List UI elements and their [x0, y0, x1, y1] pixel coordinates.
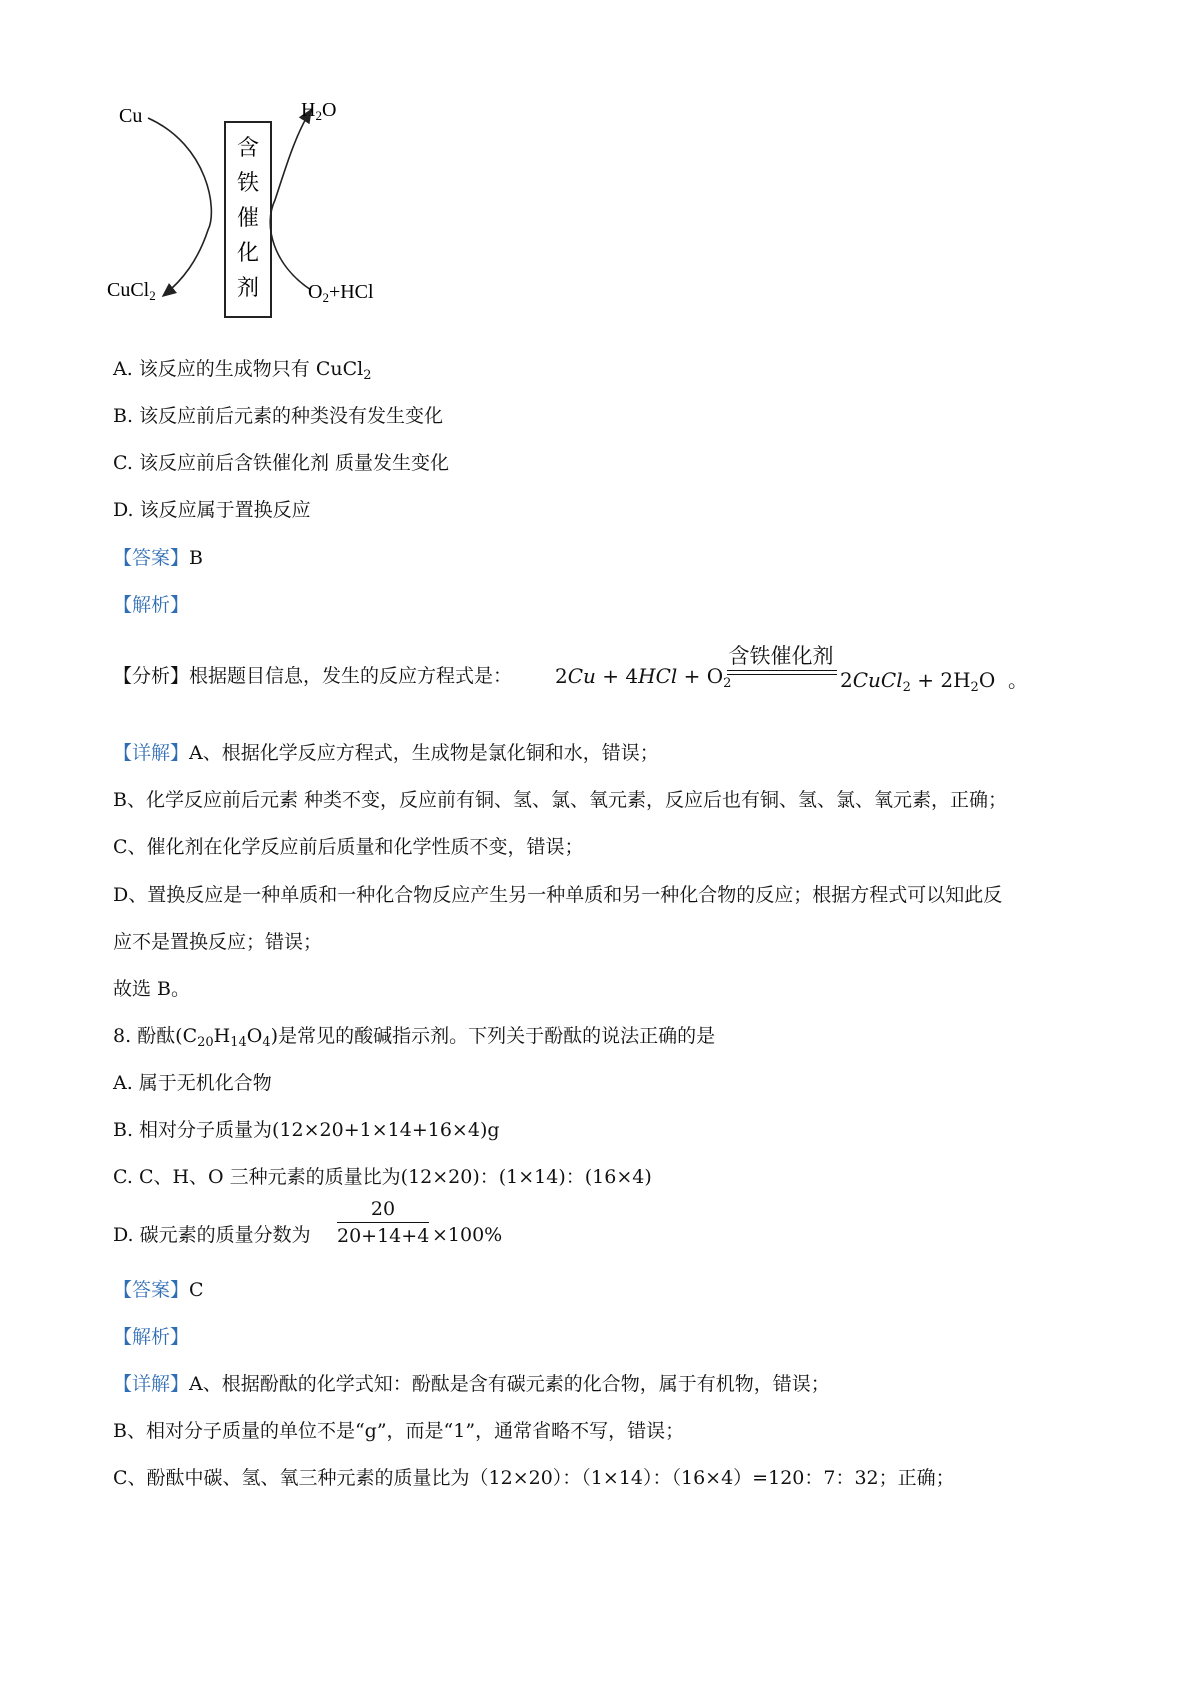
q7-option-d: D. 该反应属于置换反应: [113, 499, 311, 521]
q7-detail-c: C、催化剂在化学反应前后质量和化学性质不变，错误；: [113, 836, 584, 858]
equation-bar-1: [727, 670, 837, 671]
q7-detail-d2: 应不是置换反应；错误；: [113, 931, 323, 953]
catalyst-char-3: 催: [236, 205, 260, 230]
catalyst-char-5: 剂: [236, 275, 260, 300]
label-h2o: $H_2O$: [301, 99, 337, 123]
reaction-diagram: [107, 99, 413, 340]
equation-bar-2: [727, 674, 837, 675]
q7-option-c: C. 该反应前后含铁催化剂 质量发生变化: [113, 452, 449, 474]
q7-analysis-label: 【解析】: [113, 594, 190, 616]
q7-answer: 【答案】B: [113, 547, 203, 569]
q8-detail-b: B、相对分子质量的单位不是“g”，而是“1”，通常省略不写，错误；: [113, 1420, 685, 1442]
q8-option-c: C. C、H、O 三种元素的质量比为(12×20)：(1×14)：(16×4): [113, 1166, 652, 1188]
catalyst-char-2: 铁: [236, 170, 260, 195]
q7-detail-d1: D、置换反应是一种单质和一种化合物反应产生另一种单质和另一种化合物的反应；根据方程式可以知此反: [113, 884, 1003, 906]
equation-catalyst: 含铁催化剂: [728, 644, 834, 668]
label-cu: Cu: [119, 105, 143, 127]
label-o2-hcl: $O_2+HCl$: [308, 281, 374, 305]
q8-fraction: [337, 1197, 429, 1248]
q8-option-b: B. 相对分子质量为(12×20+1×14+16×4)g: [113, 1119, 500, 1141]
q7-fenxi: 【分析】根据题目信息，发生的反应方程式是：: [113, 665, 513, 687]
q8-option-d: D. 碳元素的质量分数为: [113, 1224, 311, 1246]
q8-option-a: A. 属于无机化合物: [113, 1072, 272, 1094]
catalyst-char-1: 含: [236, 135, 260, 160]
q8-fraction-tail: ×100%: [432, 1224, 503, 1246]
q7-detail-b: B、化学反应前后元素 种类不变，反应前有铜、氢、氯、氧元素，反应后也有铜、氢、氯、氧元素，正确；: [113, 789, 1008, 811]
label-cucl2: CuCl$_2$: [107, 279, 156, 303]
fraction-denominator: 20+14+4: [337, 1225, 430, 1247]
catalyst-char-4: 化: [236, 240, 260, 265]
fraction-bar: [337, 1222, 429, 1223]
q7-option-a: A. 该反应的生成物只有 CuCl$_2$: [113, 358, 372, 383]
right-arrow-curve: [270, 110, 311, 290]
q7-conclusion: 故选 B。: [113, 978, 191, 1000]
q8-answer: 【答案】C: [113, 1279, 204, 1301]
q8-detail-c: C、酚酞中碳、氢、氧三种元素的质量比为（12×20）：（1×14）：（16×4）=120：7：32；正确；: [113, 1467, 955, 1489]
q8-detail-a: 【详解】A、根据酚酞的化学式知：酚酞是含有碳元素的化合物，属于有机物，错误；: [113, 1373, 830, 1395]
q7-option-b: B. 该反应前后元素的种类没有发生变化: [113, 405, 444, 427]
q8-analysis-label: 【解析】: [113, 1326, 190, 1348]
fraction-numerator: 20: [370, 1198, 396, 1220]
left-arrow-curve: [148, 118, 211, 296]
q7-detail-a: 【详解】A、根据化学反应方程式，生成物是氯化铜和水，错误；: [113, 742, 659, 764]
q8-stem: 8. 酚酞$(C_{20}H_{14}O_4)$是常见的酸碱指示剂。下列关于酚酞的说法正确的是: [113, 1025, 716, 1050]
